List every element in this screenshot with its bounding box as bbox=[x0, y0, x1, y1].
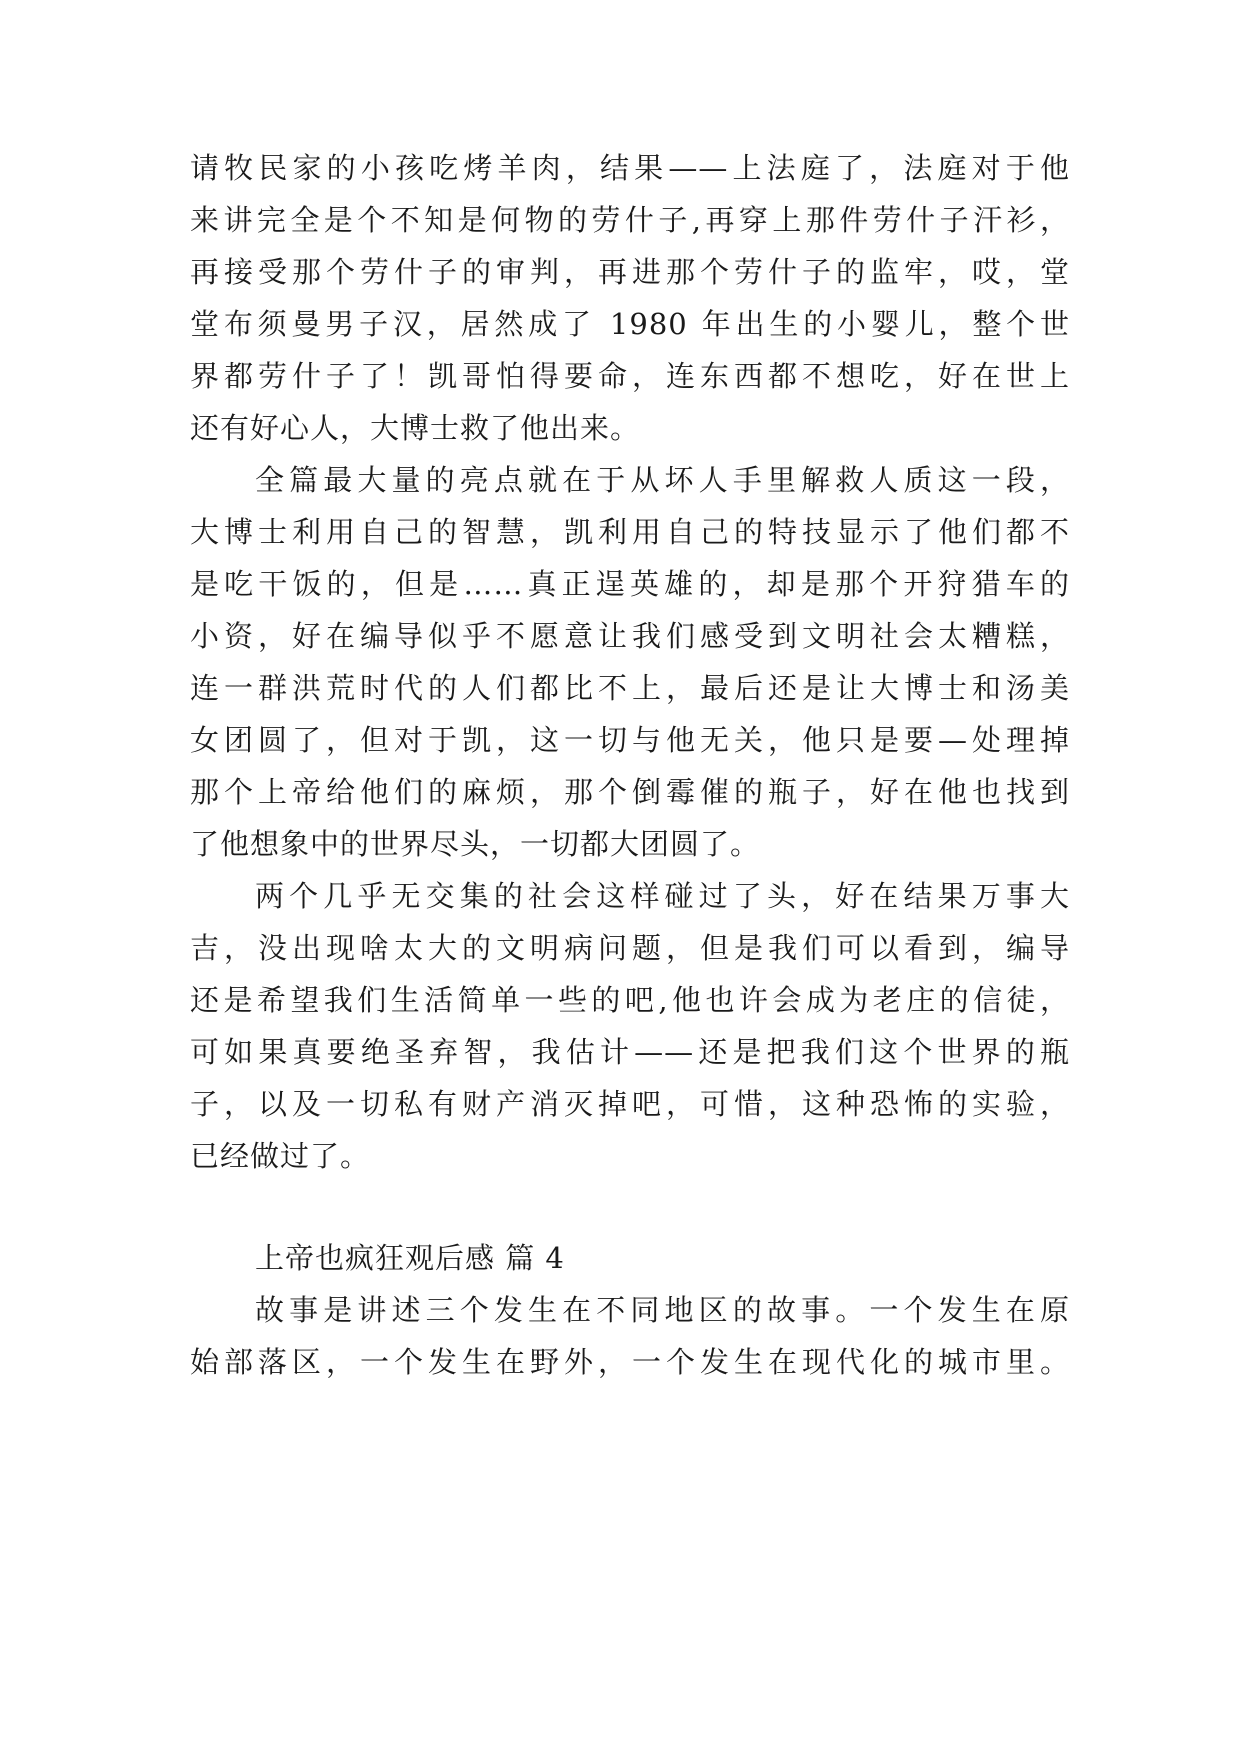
paragraph-1-line-1: 请牧民家的小孩吃烤羊肉，结果——上法庭了，法庭对于他 bbox=[190, 151, 1070, 185]
section-paragraph-line-2: 始部落区，一个发生在野外，一个发生在现代化的城市里。 bbox=[190, 1345, 1070, 1379]
paragraph-2-line-2: 大博士利用自己的智慧，凯利用自己的特技显示了他们都不 bbox=[190, 515, 1070, 549]
paragraph-3-line-1: 两个几乎无交集的社会这样碰过了头，好在结果万事大 bbox=[255, 879, 1070, 913]
paragraph-1-line-4: 堂布须曼男子汉，居然成了 1980 年出生的小婴儿，整个世 bbox=[190, 307, 1070, 341]
paragraph-2-line-6: 女团圆了，但对于凯，这一切与他无关，他只是要—处理掉 bbox=[190, 723, 1070, 757]
paragraph-2-line-1: 全篇最大量的亮点就在于从坏人手里解救人质这一段， bbox=[255, 463, 1070, 497]
paragraph-2-line-5: 连一群洪荒时代的人们都比不上，最后还是让大博士和汤美 bbox=[190, 671, 1070, 705]
paragraph-2-line-4: 小资，好在编导似乎不愿意让我们感受到文明社会太糟糕， bbox=[190, 619, 1070, 653]
paragraph-3-line-5: 子，以及一切私有财产消灭掉吧，可惜，这种恐怖的实验， bbox=[190, 1087, 1070, 1121]
paragraph-2-line-3: 是吃干饭的，但是……真正逞英雄的，却是那个开狩猎车的 bbox=[190, 567, 1070, 601]
paragraph-1-line-2: 来讲完全是个不知是何物的劳什子,再穿上那件劳什子汗衫， bbox=[190, 203, 1070, 237]
paragraph-2-line-7: 那个上帝给他们的麻烦，那个倒霉催的瓶子，好在他也找到 bbox=[190, 775, 1070, 809]
paragraph-1-line-5: 界都劳什子了！凯哥怕得要命，连东西都不想吃，好在世上 bbox=[190, 359, 1070, 393]
paragraph-1-line-3: 再接受那个劳什子的审判，再进那个劳什子的监牢，哎，堂 bbox=[190, 255, 1070, 289]
paragraph-3-line-2: 吉，没出现啥太大的文明病问题，但是我们可以看到，编导 bbox=[190, 931, 1070, 965]
section-paragraph-line-1: 故事是讲述三个发生在不同地区的故事。一个发生在原 bbox=[255, 1293, 1070, 1327]
paragraph-1-line-6: 还有好心人，大博士救了他出来。 bbox=[190, 411, 641, 445]
paragraph-3-line-4: 可如果真要绝圣弃智，我估计——还是把我们这个世界的瓶 bbox=[190, 1035, 1070, 1069]
paragraph-2-line-8: 了他想象中的世界尽头，一切都大团圆了。 bbox=[190, 827, 761, 861]
section-heading: 上帝也疯狂观后感 篇 4 bbox=[255, 1241, 565, 1275]
paragraph-3-line-6: 已经做过了。 bbox=[190, 1139, 371, 1173]
paragraph-3-line-3: 还是希望我们生活简单一些的吧,他也许会成为老庄的信徒， bbox=[190, 983, 1070, 1017]
